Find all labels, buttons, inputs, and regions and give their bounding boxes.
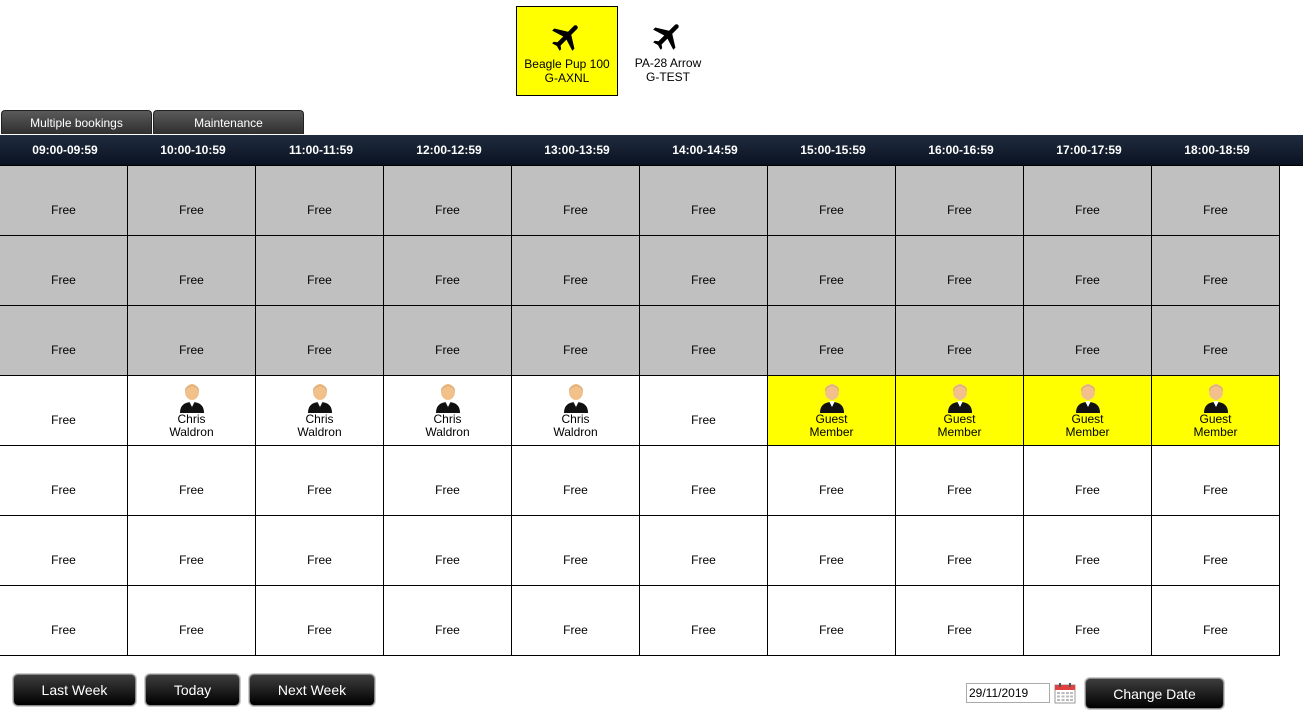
plane-icon [650, 18, 686, 54]
free-slot-cell[interactable] [0, 376, 128, 446]
booking-cell[interactable] [1152, 376, 1280, 446]
free-slot-cell[interactable] [384, 446, 512, 516]
free-label: Free [1075, 483, 1100, 497]
free-label: Free [179, 343, 204, 357]
time-slot-label: 16:00-16:59 [928, 143, 994, 157]
free-slot-cell[interactable] [896, 166, 1024, 236]
free-label: Free [51, 343, 76, 357]
booking-cell[interactable] [896, 376, 1024, 446]
free-label: Free [691, 553, 716, 567]
time-slot-label: 14:00-14:59 [672, 143, 738, 157]
free-label: Free [1075, 623, 1100, 637]
free-label: Free [691, 273, 716, 287]
free-slot-cell[interactable] [1024, 516, 1152, 586]
free-slot-cell[interactable] [640, 586, 768, 656]
free-slot-cell[interactable] [1024, 236, 1152, 306]
free-slot-cell[interactable] [768, 306, 896, 376]
free-slot-cell[interactable] [256, 586, 384, 656]
tab-maintenance[interactable]: Maintenance [153, 110, 304, 134]
free-label: Free [1075, 553, 1100, 567]
time-slot-label: 12:00-12:59 [416, 143, 482, 157]
aircraft-option-beagle-pup[interactable] [516, 6, 618, 96]
free-label: Free [819, 553, 844, 567]
free-slot-cell[interactable] [640, 516, 768, 586]
free-label: Free [1075, 273, 1100, 287]
free-label: Free [1203, 483, 1228, 497]
free-label: Free [51, 413, 76, 427]
free-label: Free [819, 273, 844, 287]
free-label: Free [435, 203, 460, 217]
free-slot-cell[interactable] [0, 446, 128, 516]
free-slot-cell[interactable] [256, 516, 384, 586]
free-slot-cell[interactable] [128, 236, 256, 306]
free-slot-cell[interactable] [0, 516, 128, 586]
free-label: Free [563, 483, 588, 497]
time-slot-label: 17:00-17:59 [1056, 143, 1122, 157]
free-label: Free [819, 623, 844, 637]
free-slot-cell[interactable] [640, 306, 768, 376]
time-slot-label: 11:00-11:59 [288, 143, 354, 157]
aircraft-option-pa28-arrow[interactable] [617, 6, 719, 96]
free-label: Free [179, 203, 204, 217]
person-icon [945, 381, 975, 413]
booking-cell[interactable] [512, 376, 640, 446]
pilot-first-name: Guest [943, 412, 976, 426]
free-label: Free [947, 553, 972, 567]
booking-cell[interactable] [1024, 376, 1152, 446]
free-label: Free [691, 203, 716, 217]
next-week-button[interactable]: Next Week [249, 674, 375, 706]
pilot-first-name: Guest [1071, 412, 1104, 426]
pilot-last-name: Member [937, 425, 982, 439]
aircraft-name: Beagle Pup 100 [524, 57, 610, 71]
free-label: Free [819, 343, 844, 357]
free-slot-cell[interactable] [128, 166, 256, 236]
free-label: Free [435, 273, 460, 287]
change-date-button[interactable]: Change Date [1085, 678, 1224, 709]
today-button[interactable]: Today [145, 674, 240, 706]
pilot-last-name: Waldron [553, 425, 598, 439]
free-slot-cell[interactable] [1024, 586, 1152, 656]
free-label: Free [1203, 273, 1228, 287]
free-slot-cell[interactable] [768, 236, 896, 306]
free-slot-cell[interactable] [512, 306, 640, 376]
booking-cell[interactable] [384, 376, 512, 446]
person-icon [561, 381, 591, 413]
date-input[interactable] [966, 683, 1050, 703]
booking-cell[interactable] [128, 376, 256, 446]
free-label: Free [1075, 343, 1100, 357]
time-slot-label: 15:00-15:59 [800, 143, 866, 157]
free-label: Free [307, 203, 332, 217]
free-label: Free [435, 623, 460, 637]
free-slot-cell[interactable] [1152, 166, 1280, 236]
free-slot-cell[interactable] [640, 446, 768, 516]
booking-grid [0, 165, 1303, 655]
free-label: Free [819, 483, 844, 497]
pilot-first-name: Chris [433, 412, 462, 426]
person-icon [305, 381, 335, 413]
free-label: Free [1075, 203, 1100, 217]
free-slot-cell[interactable] [768, 586, 896, 656]
free-slot-cell[interactable] [512, 166, 640, 236]
free-slot-cell[interactable] [512, 236, 640, 306]
free-slot-cell[interactable] [896, 446, 1024, 516]
last-week-button[interactable]: Last Week [13, 674, 136, 706]
free-slot-cell[interactable] [256, 446, 384, 516]
free-slot-cell[interactable] [128, 446, 256, 516]
free-label: Free [435, 483, 460, 497]
free-label: Free [51, 273, 76, 287]
aircraft-registration: G-AXNL [544, 71, 590, 85]
free-label: Free [563, 343, 588, 357]
free-slot-cell[interactable] [768, 516, 896, 586]
free-label: Free [691, 343, 716, 357]
free-label: Free [179, 273, 204, 287]
free-slot-cell[interactable] [0, 166, 128, 236]
free-slot-cell[interactable] [384, 166, 512, 236]
free-label: Free [1203, 623, 1228, 637]
free-label: Free [435, 343, 460, 357]
pilot-last-name: Waldron [169, 425, 214, 439]
free-slot-cell[interactable] [768, 446, 896, 516]
pilot-last-name: Member [1065, 425, 1110, 439]
free-label: Free [51, 483, 76, 497]
time-slot-header [0, 135, 1303, 165]
free-label: Free [51, 623, 76, 637]
person-icon [1201, 381, 1231, 413]
free-slot-cell[interactable] [640, 376, 768, 446]
free-label: Free [691, 623, 716, 637]
free-slot-cell[interactable] [128, 306, 256, 376]
free-label: Free [947, 273, 972, 287]
person-icon [433, 381, 463, 413]
free-label: Free [947, 483, 972, 497]
pilot-last-name: Waldron [425, 425, 470, 439]
plane-icon [549, 19, 585, 55]
free-label: Free [179, 483, 204, 497]
free-slot-cell[interactable] [512, 446, 640, 516]
free-label: Free [819, 203, 844, 217]
free-label: Free [435, 553, 460, 567]
booking-cell[interactable] [256, 376, 384, 446]
person-icon [177, 381, 207, 413]
pilot-last-name: Member [809, 425, 854, 439]
pilot-first-name: Chris [561, 412, 590, 426]
pilot-first-name: Chris [177, 412, 206, 426]
pilot-first-name: Guest [815, 412, 848, 426]
pilot-last-name: Member [1193, 425, 1238, 439]
free-label: Free [691, 483, 716, 497]
free-slot-cell[interactable] [1152, 236, 1280, 306]
free-slot-cell[interactable] [1152, 586, 1280, 656]
free-slot-cell[interactable] [0, 236, 128, 306]
free-slot-cell[interactable] [256, 236, 384, 306]
free-label: Free [179, 623, 204, 637]
free-slot-cell[interactable] [512, 586, 640, 656]
free-slot-cell[interactable] [896, 516, 1024, 586]
free-label: Free [563, 553, 588, 567]
aircraft-registration: G-TEST [646, 70, 690, 84]
free-label: Free [947, 343, 972, 357]
pilot-last-name: Waldron [297, 425, 342, 439]
tab-multiple-bookings[interactable]: Multiple bookings [1, 110, 152, 134]
free-slot-cell[interactable] [0, 586, 128, 656]
free-label: Free [563, 273, 588, 287]
calendar-icon[interactable] [1053, 681, 1077, 705]
free-slot-cell[interactable] [0, 306, 128, 376]
free-slot-cell[interactable] [384, 236, 512, 306]
person-icon [817, 381, 847, 413]
free-slot-cell[interactable] [1024, 306, 1152, 376]
free-label: Free [1203, 203, 1228, 217]
free-label: Free [307, 343, 332, 357]
free-slot-cell[interactable] [128, 586, 256, 656]
free-label: Free [691, 413, 716, 427]
free-slot-cell[interactable] [512, 516, 640, 586]
free-slot-cell[interactable] [896, 236, 1024, 306]
free-slot-cell[interactable] [1152, 306, 1280, 376]
pilot-first-name: Guest [1199, 412, 1232, 426]
booking-cell[interactable] [768, 376, 896, 446]
free-label: Free [51, 553, 76, 567]
free-label: Free [563, 203, 588, 217]
free-slot-cell[interactable] [1152, 446, 1280, 516]
free-slot-cell[interactable] [384, 516, 512, 586]
free-label: Free [179, 553, 204, 567]
free-label: Free [947, 203, 972, 217]
free-slot-cell[interactable] [1152, 516, 1280, 586]
person-icon [1073, 381, 1103, 413]
free-slot-cell[interactable] [896, 586, 1024, 656]
free-slot-cell[interactable] [384, 306, 512, 376]
free-label: Free [307, 553, 332, 567]
free-slot-cell[interactable] [640, 166, 768, 236]
free-slot-cell[interactable] [256, 166, 384, 236]
free-label: Free [1203, 343, 1228, 357]
free-slot-cell[interactable] [640, 236, 768, 306]
time-slot-label: 09:00-09:59 [32, 143, 98, 157]
free-slot-cell[interactable] [1024, 446, 1152, 516]
free-slot-cell[interactable] [256, 306, 384, 376]
aircraft-name: PA-28 Arrow [634, 56, 702, 70]
free-label: Free [1203, 553, 1228, 567]
free-label: Free [51, 203, 76, 217]
time-slot-label: 10:00-10:59 [160, 143, 226, 157]
free-slot-cell[interactable] [768, 166, 896, 236]
time-slot-label: 13:00-13:59 [544, 143, 610, 157]
free-slot-cell[interactable] [896, 306, 1024, 376]
pilot-first-name: Chris [305, 412, 334, 426]
free-label: Free [307, 483, 332, 497]
free-label: Free [307, 623, 332, 637]
free-label: Free [947, 623, 972, 637]
free-label: Free [563, 623, 588, 637]
free-slot-cell[interactable] [128, 516, 256, 586]
free-label: Free [307, 273, 332, 287]
time-slot-label: 18:00-18:59 [1184, 143, 1250, 157]
free-slot-cell[interactable] [1024, 166, 1152, 236]
free-slot-cell[interactable] [384, 586, 512, 656]
